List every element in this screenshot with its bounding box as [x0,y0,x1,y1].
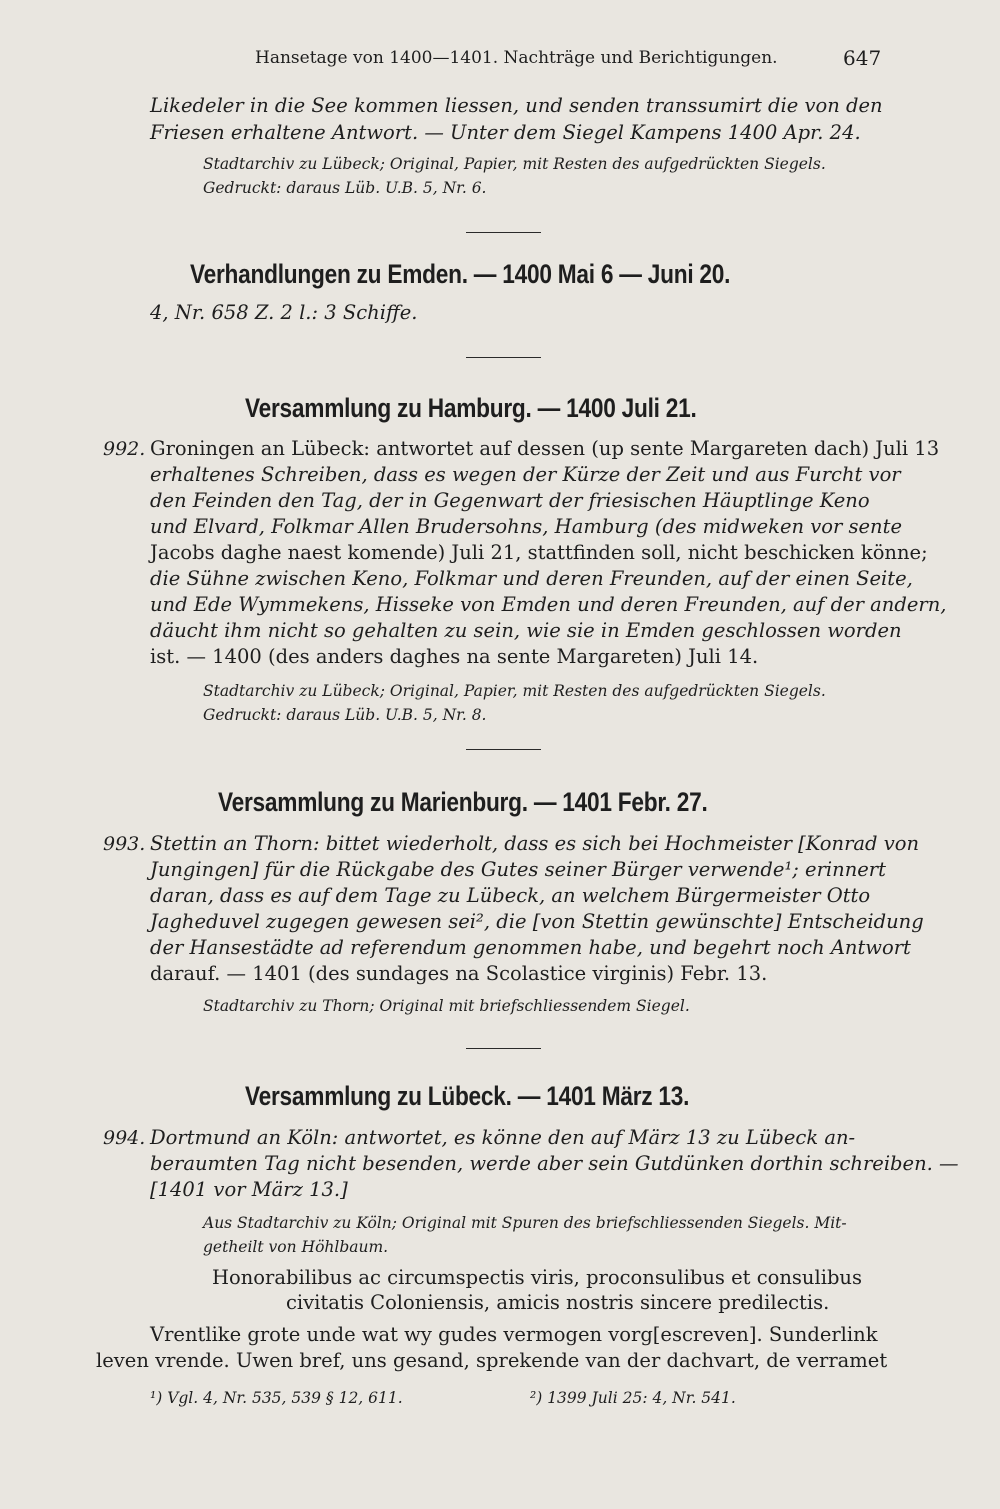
document-number: 992. [103,438,146,460]
letter-text-line: Vrentlike grote unde wat wy gudes vermogen vorg[escreven]. Sunderlink [150,1323,878,1346]
section-heading-luebeck: Versammlung zu Lübeck. — 1401 März 13. [245,1081,690,1111]
regest-line: die Sühne zwischen Keno, Folkmar und deren Freunden, auf der einen Seite, [150,567,913,590]
source-note: Stadtarchiv zu Thorn; Original mit briefschliessendem Siegel. [203,997,690,1015]
regest-line: Jungingen] für die Rückgabe des Gutes seiner Bürger verwende¹; erinnert [150,858,886,881]
regest-line: Stettin an Thorn: bittet wiederholt, dass es sich bei Hochmeister [Konrad von [150,832,920,855]
document-number: 994. [103,1127,146,1149]
section-divider [466,1048,541,1049]
section-divider [466,232,541,233]
section-divider [466,357,541,358]
regest-line: der Hansestädte ad referendum genommen habe, und begehrt noch Antwort [150,936,911,959]
page-number: 647 [843,46,882,70]
source-note: Stadtarchiv zu Lübeck; Original, Papier, mit Resten des aufgedrückten Siegels. [203,155,826,173]
regest-line: [1401 vor März 13.] [150,1178,348,1201]
section-heading-emden: Verhandlungen zu Emden. — 1400 Mai 6 — Juni 20. [190,259,731,289]
source-note: getheilt von Höhlbaum. [203,1238,389,1256]
regest-line: und Elvard, Folkmar Allen Brudersohns, Hamburg (des midweken vor sente [150,515,902,538]
section-heading-hamburg: Versammlung zu Hamburg. — 1400 Juli 21. [245,393,697,423]
letter-text-line: leven vrende. Uwen bref, uns gesand, sprekende van der dachvart, de verramet [96,1349,888,1372]
address-line: civitatis Coloniensis, amicis nostris sincere predilectis. [286,1291,830,1314]
section-heading-marienburg: Versammlung zu Marienburg. — 1401 Febr. 27. [218,787,708,817]
correction-line: 4, Nr. 658 Z. 2 l.: 3 Schiffe. [150,301,418,324]
regest-line: erhaltenes Schreiben, dass es wegen der Kürze der Zeit und aus Furcht vor [150,463,901,486]
footnote: ¹) Vgl. 4, Nr. 535, 539 § 12, 611. [150,1389,403,1407]
regest-line: den Feinden den Tag, der in Gegenwart der friesischen Häuptlinge Keno [150,489,870,512]
source-note: Aus Stadtarchiv zu Köln; Original mit Spuren des briefschliessenden Siegels. Mit- [203,1214,847,1232]
regest-line: darauf. — 1401 (des sundages na Scolastice virginis) Febr. 13. [150,962,768,985]
section-divider [466,749,541,750]
intro-line: Likedeler in die See kommen liessen, und senden transsumirt die von den [150,94,883,117]
regest-line: ist. — 1400 (des anders daghes na sente Margareten) Juli 14. [150,645,759,668]
regest-line: beraumten Tag nicht besenden, werde aber sein Gutdünken dorthin schreiben. — [150,1152,959,1175]
running-title: Hansetage von 1400—1401. Nachträge und Berichtigungen. [255,48,778,68]
regest-line: Jacobs daghe naest komende) Juli 21, stattfinden soll, nicht beschicken könne; [150,541,928,564]
regest-line: Dortmund an Köln: antwortet, es könne den auf März 13 zu Lübeck an- [150,1126,856,1149]
intro-line: Friesen erhaltene Antwort. — Unter dem Siegel Kampens 1400 Apr. 24. [150,121,861,144]
regest-line: Jagheduvel zugegen gewesen sei², die [von Stettin gewünschte] Entscheidung [150,910,924,933]
source-note: Stadtarchiv zu Lübeck; Original, Papier, mit Resten des aufgedrückten Siegels. [203,682,826,700]
footnote: ²) 1399 Juli 25: 4, Nr. 541. [530,1389,736,1407]
document-number: 993. [103,833,146,855]
regest-line: und Ede Wymmekens, Hisseke von Emden und deren Freunden, auf der andern, [150,593,947,616]
source-note: Gedruckt: daraus Lüb. U.B. 5, Nr. 8. [203,706,487,724]
regest-line: daran, dass es auf dem Tage zu Lübeck, an welchem Bürgermeister Otto [150,884,871,907]
regest-line: Groningen an Lübeck: antwortet auf dessen (up sente Margareten dach) Juli 13 [150,437,940,460]
source-note: Gedruckt: daraus Lüb. U.B. 5, Nr. 6. [203,179,487,197]
address-line: Honorabilibus ac circumspectis viris, proconsulibus et consulibus [212,1266,863,1289]
regest-line: däucht ihm nicht so gehalten zu sein, wie sie in Emden geschlossen worden [150,619,902,642]
